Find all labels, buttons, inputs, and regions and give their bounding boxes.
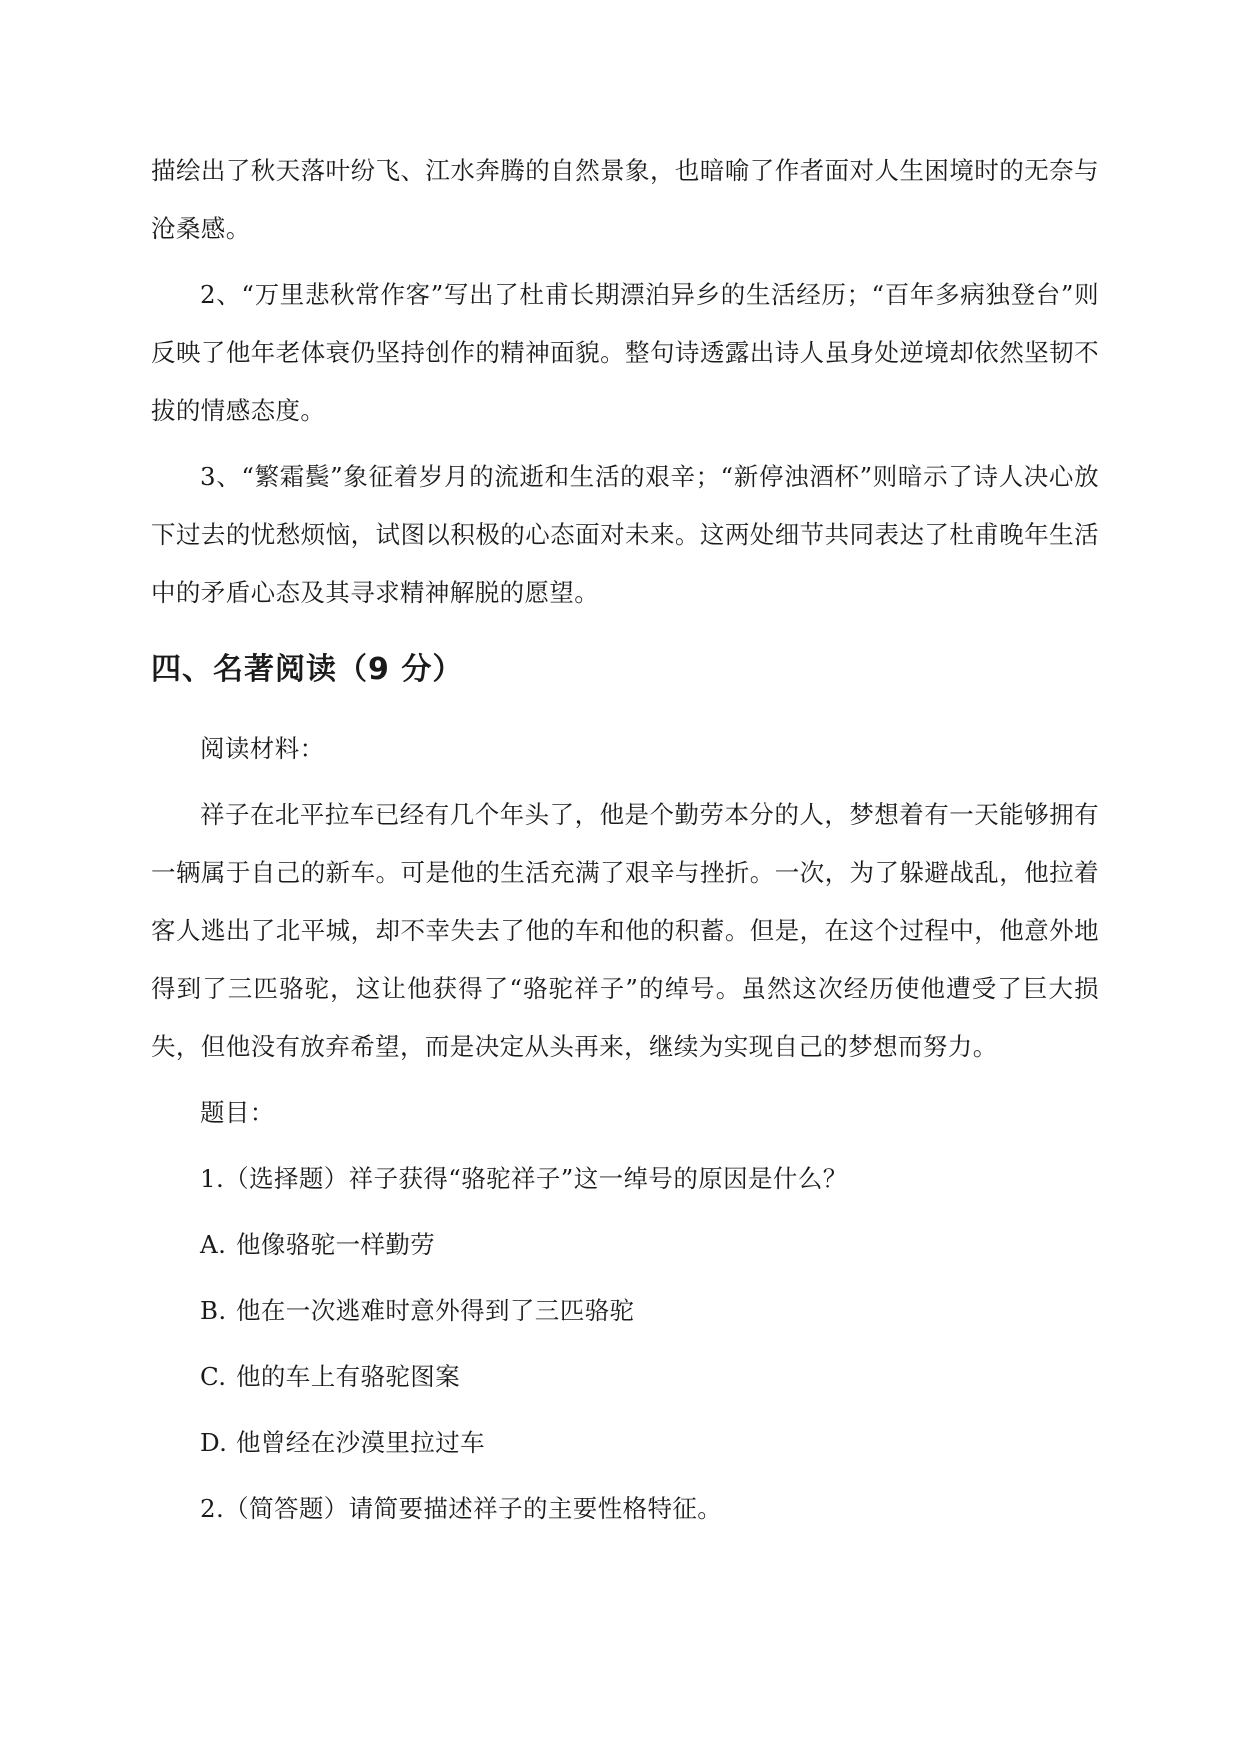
option-b	[151, 1282, 1099, 1340]
section-heading: 四、名著阅读（9 分）	[151, 652, 464, 687]
option-a	[151, 1216, 1099, 1274]
answer-2: 2、“万里悲秋常作客”写出了杜甫长期漂泊异乡的生活经历；“百年多病独登台”则反映了他年老体衰仍坚持创作的精神面貌。整句诗透露出诗人虽身处逆境却依然坚韧不拔的情感态度。	[151, 280, 1099, 425]
question-2: 2.（简答题）请简要描述祥子的主要性格特征。	[200, 1494, 723, 1523]
page-content	[151, 142, 1099, 1546]
answer-1-continuation: 描绘出了秋天落叶纷飞、江水奔腾的自然景象，也暗喻了作者面对人生困境时的无奈与沧桑感。	[151, 156, 1099, 243]
question-1: 1.（选择题）祥子获得“骆驼祥子”这一绰号的原因是什么？	[200, 1164, 848, 1193]
option-text: 他像骆驼一样勤劳	[236, 1230, 436, 1259]
answer-3: 3、“繁霜鬓”象征着岁月的流逝和生活的艰辛；“新停浊酒杯”则暗示了诗人决心放下过去的忧愁烦恼，试图以积极的心态面对未来。这两处细节共同表达了杜甫晚年生活中的矛盾心态及其寻求精神解脱的愿望。	[151, 462, 1099, 607]
option-c	[151, 1348, 1099, 1406]
option-letter: D.	[200, 1428, 228, 1457]
option-text: 他的车上有骆驼图案	[236, 1362, 461, 1391]
option-letter: C.	[200, 1362, 227, 1391]
option-text: 他曾经在沙漠里拉过车	[236, 1428, 485, 1457]
option-letter: B.	[200, 1296, 227, 1325]
option-text: 他在一次逃难时意外得到了三匹骆驼	[236, 1296, 635, 1325]
material-label: 阅读材料：	[200, 734, 325, 763]
questions-label: 题目：	[200, 1098, 275, 1127]
option-letter: A.	[200, 1230, 227, 1259]
material-text: 祥子在北平拉车已经有几个年头了，他是个勤劳本分的人，梦想着有一天能够拥有一辆属于自己的新车。可是他的生活充满了艰辛与挫折。一次，为了躲避战乱，他拉着客人逃出了北平城，却不幸失去了他的车和他的积蓄。但是，在这个过程中，他意外地得到了三匹骆驼，这让他获得了“骆驼祥子”的绰号。虽然这次经历使他遭受了巨大损失，但他没有放弃希望，而是决定从头再来，继续为实现自己的梦想而努力。	[151, 800, 1099, 1061]
option-d	[151, 1414, 1099, 1472]
